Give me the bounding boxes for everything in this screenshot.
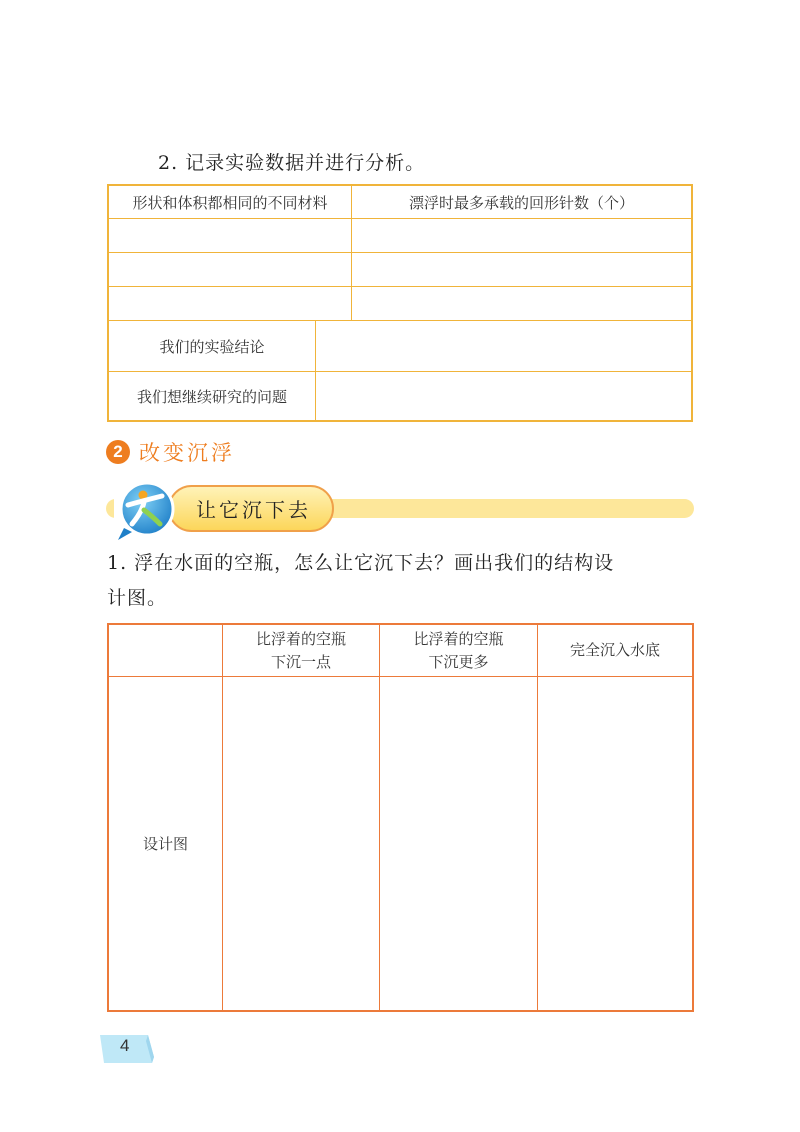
table-cell[interactable] — [352, 288, 691, 320]
instruction-line-1: 1. 浮在水面的空瓶，怎么让它沉下去？画出我们的结构设 — [107, 552, 615, 574]
col-header-sink-a-little — [223, 625, 379, 676]
col-header-line: 比浮着的空瓶 — [413, 629, 504, 648]
drawing-area-3[interactable] — [538, 678, 692, 1010]
col-header-line: 下沉更多 — [428, 652, 489, 671]
material-header: 形状和体积都相同的不同材料 — [132, 193, 328, 212]
section-title: 改变沉浮 — [139, 441, 235, 465]
corner-cell — [109, 625, 222, 676]
paperclip-count-header: 漂浮时最多承载的回形针数（个） — [408, 193, 634, 212]
page-number: 4 — [120, 1036, 130, 1055]
table-rule — [109, 371, 691, 372]
table-cell[interactable] — [352, 220, 691, 252]
activity-banner — [168, 485, 334, 532]
further-question-field[interactable] — [316, 373, 691, 420]
col-header-line: 下沉一点 — [270, 652, 331, 671]
col-header-sink-fully — [538, 625, 692, 676]
row-label-design — [109, 678, 222, 1010]
col-header-line: 完全沉入水底 — [569, 641, 660, 659]
further-question-label: 我们想继续研究的问题 — [136, 388, 287, 406]
col-header-line: 比浮着的空瓶 — [255, 629, 346, 648]
activity-mascot-icon — [114, 478, 180, 544]
table-cell[interactable] — [352, 254, 691, 286]
design-table — [107, 623, 694, 1012]
row-label-text: 设计图 — [142, 834, 188, 853]
instruction-line-2: 计图。 — [107, 587, 168, 609]
table-rule — [109, 286, 691, 287]
table-cell[interactable] — [109, 288, 351, 320]
table-rule — [109, 320, 691, 321]
table-rule — [109, 252, 691, 253]
data-record-table — [107, 184, 693, 422]
conclusion-label: 我们的实验结论 — [159, 338, 265, 356]
col-header-sink-more — [380, 625, 537, 676]
table-rule — [109, 676, 692, 677]
drawing-area-1[interactable] — [223, 678, 379, 1010]
conclusion-field[interactable] — [316, 322, 691, 371]
drawing-area-2[interactable] — [380, 678, 537, 1010]
table-cell[interactable] — [109, 254, 351, 286]
step-2-heading: 2. 记录实验数据并进行分析。 — [158, 152, 426, 174]
section-number-badge: 2 — [106, 440, 130, 464]
activity-title: 让它沉下去 — [196, 498, 311, 522]
table-rule — [109, 218, 691, 219]
table-cell[interactable] — [109, 220, 351, 252]
